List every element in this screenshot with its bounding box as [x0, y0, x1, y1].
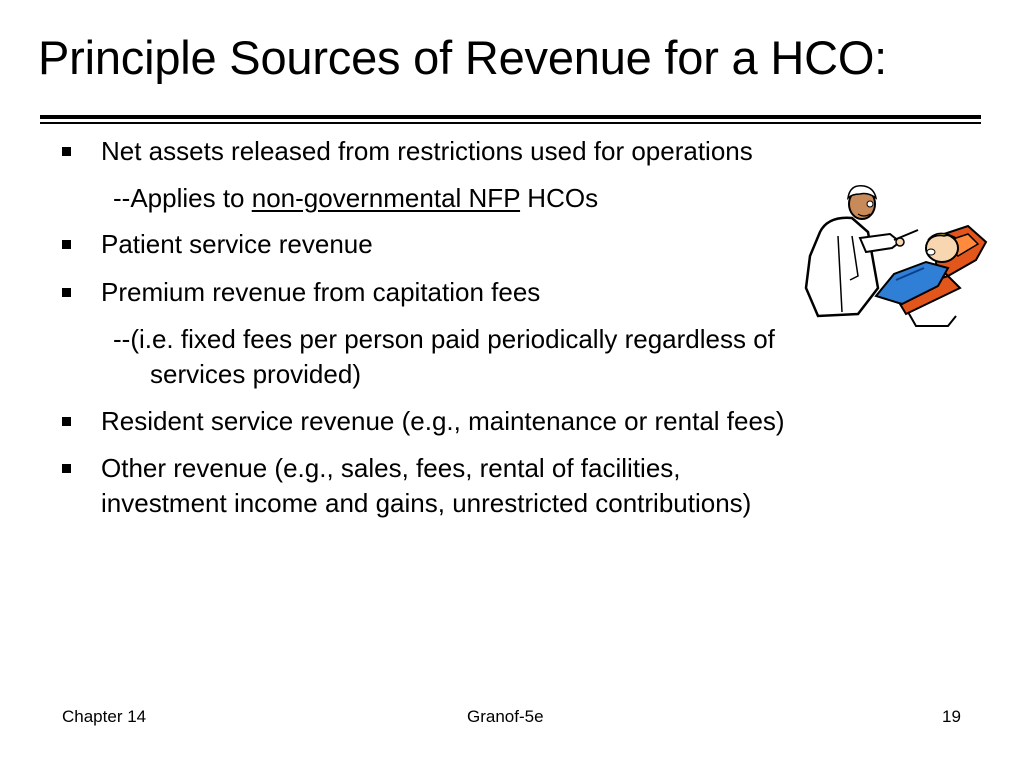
bullet-text: Resident service revenue (e.g., maintenance or rental fees): [101, 406, 785, 436]
title-divider-thick: [40, 115, 981, 119]
bullet-line: investment income and gains, unrestricted contributions): [101, 488, 752, 518]
square-bullet-icon: [62, 147, 71, 156]
sub-note-line: --(i.e. fixed fees per person paid periodically regardless of: [113, 324, 775, 354]
square-bullet-icon: [62, 464, 71, 473]
slide-title: Principle Sources of Revenue for a HCO:: [38, 31, 888, 84]
bullet-text: Net assets released from restrictions used for operations: [101, 136, 753, 166]
sub-note-suffix: HCOs: [520, 183, 599, 213]
sub-note-applies: [113, 181, 598, 216]
dentist-with-patient-clipart: [798, 176, 992, 328]
square-bullet-icon: [62, 288, 71, 297]
sub-note-capitation: [113, 322, 775, 392]
square-bullet-icon: [62, 417, 71, 426]
footer-source: Granof-5e: [467, 707, 544, 726]
bullet-text: [101, 451, 751, 521]
sub-note-line: services provided): [150, 359, 361, 389]
footer-chapter: Chapter 14: [62, 707, 147, 726]
non-governmental-nfp-link[interactable]: non-governmental NFP: [251, 183, 521, 213]
square-bullet-icon: [62, 240, 71, 249]
bullet-line: Other revenue (e.g., sales, fees, rental of facilities,: [101, 453, 681, 483]
footer-page-number: 19: [942, 707, 961, 726]
bullet-text: Premium revenue from capitation fees: [101, 277, 541, 307]
title-divider-thin: [40, 122, 981, 124]
bullet-text: Patient service revenue: [101, 229, 373, 259]
sub-note-prefix: --Applies to: [113, 183, 252, 213]
